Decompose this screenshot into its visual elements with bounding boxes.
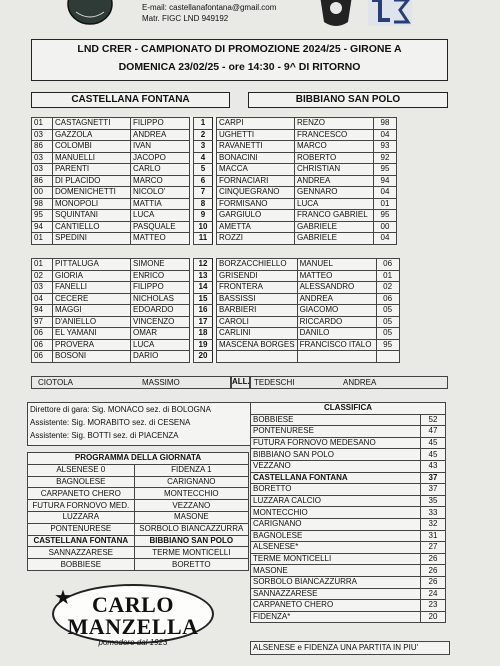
program-table bbox=[27, 452, 249, 571]
bench-table bbox=[31, 258, 400, 363]
standings-row bbox=[251, 565, 446, 577]
contact-info bbox=[142, 2, 276, 24]
shirt-number: 16 bbox=[194, 305, 213, 317]
standings-team: CARIGNANO bbox=[251, 518, 421, 530]
away-player-year: 95 bbox=[374, 210, 397, 222]
program-home-team: PONTENURESE bbox=[28, 523, 135, 535]
standings-team: FIDENZA* bbox=[251, 611, 421, 623]
program-home-team: BAGNOLESE bbox=[28, 476, 135, 488]
roster-row bbox=[32, 175, 397, 187]
home-player-year: 95 bbox=[32, 210, 53, 222]
home-player-name: NICOLO' bbox=[131, 187, 190, 199]
referee: Direttore di gara: Sig. MONACO sez. di BOLOGNA bbox=[30, 405, 211, 414]
standings-team: SORBOLO BIANCAZZURRA bbox=[251, 576, 421, 588]
home-player-surname: DI PLACIDO bbox=[53, 175, 131, 187]
away-player-surname: BONACINI bbox=[217, 152, 295, 164]
home-player-surname: FANELLI bbox=[53, 282, 131, 294]
shirt-number: 13 bbox=[194, 270, 213, 282]
home-player-surname: EL YAMANI bbox=[53, 328, 131, 340]
standings-points: 24 bbox=[421, 588, 446, 600]
standings-points: 27 bbox=[421, 542, 446, 554]
home-player-surname: D'ANIELLO bbox=[53, 316, 131, 328]
roster-row bbox=[32, 339, 400, 351]
home-player-surname: DOMENICHETTI bbox=[53, 187, 131, 199]
standings-points: 20 bbox=[421, 611, 446, 623]
sponsor-logo bbox=[52, 584, 214, 647]
away-player-year: 95 bbox=[374, 164, 397, 176]
home-player-year: 03 bbox=[32, 152, 53, 164]
away-player-surname bbox=[217, 351, 298, 363]
home-player-name: MARCO bbox=[131, 175, 190, 187]
away-player-name: ANDREA bbox=[295, 175, 374, 187]
away-player-year: 04 bbox=[374, 187, 397, 199]
shirt-number: 15 bbox=[194, 293, 213, 305]
home-player-surname: PARENTI bbox=[53, 164, 131, 176]
home-player-year: 94 bbox=[32, 221, 53, 233]
standings-points: 26 bbox=[421, 576, 446, 588]
away-player-name: ALESSANDRO bbox=[297, 282, 376, 294]
away-player-name: GIACOMO bbox=[297, 305, 376, 317]
away-player-year: 05 bbox=[376, 328, 399, 340]
standings-row bbox=[251, 426, 446, 438]
away-player-year: 01 bbox=[374, 198, 397, 210]
email-line: E-mail: castellanafontana@gmail.com bbox=[142, 3, 277, 12]
standings-team: SANNAZZARESE bbox=[251, 588, 421, 600]
away-player-surname: FRONTERA bbox=[217, 282, 298, 294]
home-player-year: 03 bbox=[32, 129, 53, 141]
standings-table bbox=[250, 402, 446, 623]
shirt-number: 6 bbox=[194, 175, 213, 187]
away-player-name: RICCARDO bbox=[297, 316, 376, 328]
away-player-name: MARCO bbox=[295, 141, 374, 153]
away-player-surname: BARBIERI bbox=[217, 305, 298, 317]
home-coach bbox=[31, 376, 231, 389]
standings-points: 43 bbox=[421, 460, 446, 472]
away-player-year: 02 bbox=[376, 282, 399, 294]
home-player-year: 01 bbox=[32, 118, 53, 130]
program-match-row bbox=[28, 535, 249, 547]
away-player-year: 05 bbox=[376, 316, 399, 328]
program-away-team: TERME MONTICELLI bbox=[134, 547, 248, 559]
program-away-team: MONTECCHIO bbox=[134, 488, 248, 500]
shirt-number: 20 bbox=[194, 351, 213, 363]
home-player-name: FILIPPO bbox=[131, 282, 190, 294]
program-match-row bbox=[28, 500, 249, 512]
home-player-year: 97 bbox=[32, 316, 53, 328]
shirt-number: 2 bbox=[194, 129, 213, 141]
away-player-year: 00 bbox=[374, 221, 397, 233]
home-player-name: VINCENZO bbox=[131, 316, 190, 328]
program-home-team: LUZZARA bbox=[28, 511, 135, 523]
standings-row bbox=[251, 484, 446, 496]
away-player-name: FRANCESCO bbox=[295, 129, 374, 141]
away-player-surname: GARGIULO bbox=[217, 210, 295, 222]
away-coach bbox=[250, 376, 448, 389]
home-player-year: 06 bbox=[32, 328, 53, 340]
home-player-name: CARLO bbox=[131, 164, 190, 176]
program-away-team: VEZZANO bbox=[134, 500, 248, 512]
roster-row bbox=[32, 316, 400, 328]
standings-points: 47 bbox=[421, 426, 446, 438]
home-player-year: 03 bbox=[32, 282, 53, 294]
away-player-name: FRANCISCO ITALO bbox=[297, 339, 376, 351]
home-player-surname: SPEDINI bbox=[53, 233, 131, 245]
home-player-name: PASQUALE bbox=[131, 221, 190, 233]
away-player-surname: ROZZI bbox=[217, 233, 295, 245]
standings-team: PONTENURESE bbox=[251, 426, 421, 438]
star-icon: ★ bbox=[54, 587, 72, 609]
standings-row bbox=[251, 460, 446, 472]
standings-team: MONTECCHIO bbox=[251, 507, 421, 519]
standings-row bbox=[251, 472, 446, 484]
standings-row bbox=[251, 495, 446, 507]
home-player-year: 04 bbox=[32, 293, 53, 305]
roster-row bbox=[32, 351, 400, 363]
away-team-header: BIBBIANO SAN POLO bbox=[248, 92, 448, 108]
standings-team: VEZZANO bbox=[251, 460, 421, 472]
shirt-number: 14 bbox=[194, 282, 213, 294]
home-coach-name: MASSIMO bbox=[142, 378, 180, 387]
title-line-1: LND CRER - CAMPIONATO DI PROMOZIONE 2024/25 - GIRONE A bbox=[77, 43, 402, 55]
away-player-name: GENNARO bbox=[295, 187, 374, 199]
roster-row bbox=[32, 118, 397, 130]
standings-points: 26 bbox=[421, 565, 446, 577]
roster-row bbox=[32, 282, 400, 294]
away-player-surname: RAVANETTI bbox=[217, 141, 295, 153]
shirt-number: 5 bbox=[194, 164, 213, 176]
roster-row bbox=[32, 187, 397, 199]
away-player-name bbox=[297, 351, 376, 363]
home-player-surname: MONOPOLI bbox=[53, 198, 131, 210]
home-player-year: 94 bbox=[32, 305, 53, 317]
home-player-year: 06 bbox=[32, 351, 53, 363]
standings-row bbox=[251, 437, 446, 449]
program-match-row bbox=[28, 476, 249, 488]
roster-row bbox=[32, 328, 400, 340]
coaches-row bbox=[31, 376, 446, 388]
standings-team: LUZZARA CALCIO bbox=[251, 495, 421, 507]
home-player-surname: CECERE bbox=[53, 293, 131, 305]
home-player-surname: CANTIELLO bbox=[53, 221, 131, 233]
shirt-number: 19 bbox=[194, 339, 213, 351]
away-player-name: DANILO bbox=[297, 328, 376, 340]
home-player-name: EDOARDO bbox=[131, 305, 190, 317]
home-player-surname: BOSONI bbox=[53, 351, 131, 363]
program-home-team: CASTELLANA FONTANA bbox=[28, 535, 135, 547]
home-player-name: LUCA bbox=[131, 339, 190, 351]
home-player-surname: CASTAGNETTI bbox=[53, 118, 131, 130]
assistant-1: Assistente: Sig. MORABITO sez. di CESENA bbox=[30, 418, 191, 427]
away-player-surname: BASSISSI bbox=[217, 293, 298, 305]
championship-title bbox=[31, 39, 448, 81]
standings-row bbox=[251, 507, 446, 519]
program-home-team: ALSENESE 0 bbox=[28, 464, 135, 476]
club-crest-icon bbox=[66, 0, 114, 28]
program-match-row bbox=[28, 511, 249, 523]
away-player-surname: BORZACCHIELLO bbox=[217, 259, 298, 271]
program-match-row bbox=[28, 547, 249, 559]
home-player-year: 00 bbox=[32, 187, 53, 199]
home-player-year: 01 bbox=[32, 233, 53, 245]
away-player-name: MATTEO bbox=[297, 270, 376, 282]
standings-points: 32 bbox=[421, 518, 446, 530]
standings-team: BORETTO bbox=[251, 484, 421, 496]
home-player-year: 02 bbox=[32, 270, 53, 282]
program-away-team: BIBBIANO SAN POLO bbox=[134, 535, 248, 547]
home-player-surname: SQUINTANI bbox=[53, 210, 131, 222]
shirt-number: 4 bbox=[194, 152, 213, 164]
away-player-year: 06 bbox=[376, 259, 399, 271]
starters-table bbox=[31, 117, 397, 245]
roster-row bbox=[32, 198, 397, 210]
standings-points: 31 bbox=[421, 530, 446, 542]
roster-row bbox=[32, 129, 397, 141]
home-player-surname: PITTALUGA bbox=[53, 259, 131, 271]
standings-team: TERME MONTICELLI bbox=[251, 553, 421, 565]
roster-row bbox=[32, 259, 400, 271]
away-player-year bbox=[376, 351, 399, 363]
program-match-row bbox=[28, 523, 249, 535]
standings-team: BOBBIESE bbox=[251, 414, 421, 426]
matr-line: Matr. FIGC LND 949192 bbox=[142, 14, 229, 23]
roster-row bbox=[32, 210, 397, 222]
standings-points: 26 bbox=[421, 553, 446, 565]
away-player-surname: FORNACIARI bbox=[217, 175, 295, 187]
shirt-number: 3 bbox=[194, 141, 213, 153]
standings-row bbox=[251, 611, 446, 623]
away-player-year: 92 bbox=[374, 152, 397, 164]
away-player-name: MANUEL bbox=[297, 259, 376, 271]
standings-footnote: ALSENESE e FIDENZA UNA PARTITA IN PIU' bbox=[250, 641, 450, 655]
away-player-surname: MASCENA BORGES bbox=[217, 339, 298, 351]
away-player-surname: CARLINI bbox=[217, 328, 298, 340]
standings-row bbox=[251, 576, 446, 588]
home-player-name: OMAR bbox=[131, 328, 190, 340]
away-player-year: 01 bbox=[376, 270, 399, 282]
roster-row bbox=[32, 233, 397, 245]
standings-points: 45 bbox=[421, 437, 446, 449]
program-away-team: SORBOLO BIANCAZZURRA bbox=[134, 523, 248, 535]
program-away-team: MASONE bbox=[134, 511, 248, 523]
sponsor-name: CARLO MANZELLA bbox=[67, 592, 199, 639]
home-player-surname: GAZZOLA bbox=[53, 129, 131, 141]
standings-points: 52 bbox=[421, 414, 446, 426]
program-home-team: SANNAZZARESE bbox=[28, 547, 135, 559]
program-home-team: CARPANETO CHERO bbox=[28, 488, 135, 500]
away-player-surname: FORMISANO bbox=[217, 198, 295, 210]
away-player-year: 06 bbox=[376, 293, 399, 305]
officials-box bbox=[27, 402, 251, 446]
away-player-year: 95 bbox=[376, 339, 399, 351]
home-player-name: MATTIA bbox=[131, 198, 190, 210]
home-player-name: NICHOLAS bbox=[131, 293, 190, 305]
away-player-surname: CARPI bbox=[217, 118, 295, 130]
home-player-name: SIMONE bbox=[131, 259, 190, 271]
roster-row bbox=[32, 293, 400, 305]
program-away-team: BORETTO bbox=[134, 559, 248, 571]
home-coach-surname: CIOTOLA bbox=[38, 378, 73, 387]
away-player-name: ANDREA bbox=[297, 293, 376, 305]
standings-points: 35 bbox=[421, 495, 446, 507]
away-player-name: LUCA bbox=[295, 198, 374, 210]
standings-points: 23 bbox=[421, 600, 446, 612]
home-player-year: 01 bbox=[32, 259, 53, 271]
title-line-2: DOMENICA 23/02/25 - ore 14:30 - 9^ DI RITORNO bbox=[118, 61, 361, 73]
away-player-year: 94 bbox=[374, 175, 397, 187]
program-match-row bbox=[28, 464, 249, 476]
home-player-name: JACOPO bbox=[131, 152, 190, 164]
roster-row bbox=[32, 141, 397, 153]
home-team-header: CASTELLANA FONTANA bbox=[31, 92, 230, 108]
away-player-surname: CINQUEGRANO bbox=[217, 187, 295, 199]
program-match-row bbox=[28, 559, 249, 571]
away-coach-surname: TEDESCHI bbox=[254, 378, 295, 387]
away-player-name: GABRIELE bbox=[295, 221, 374, 233]
roster-row bbox=[32, 270, 400, 282]
standings-row bbox=[251, 542, 446, 554]
shirt-number: 7 bbox=[194, 187, 213, 199]
program-home-team: FUTURA FORNOVO MED. bbox=[28, 500, 135, 512]
standings-team: FUTURA FORNOVO MEDESANO bbox=[251, 437, 421, 449]
shirt-number: 12 bbox=[194, 259, 213, 271]
shirt-number: 9 bbox=[194, 210, 213, 222]
standings-team: MASONE bbox=[251, 565, 421, 577]
standings-team: ALSENESE* bbox=[251, 542, 421, 554]
home-player-name: LUCA bbox=[131, 210, 190, 222]
away-player-name: CHRISTIAN bbox=[295, 164, 374, 176]
standings-row bbox=[251, 600, 446, 612]
shirt-number: 1 bbox=[194, 118, 213, 130]
away-player-surname: AMETTA bbox=[217, 221, 295, 233]
standings-row bbox=[251, 588, 446, 600]
standings-points: 37 bbox=[421, 472, 446, 484]
standings-team: CASTELLANA FONTANA bbox=[251, 472, 421, 484]
home-player-name: ANDREA bbox=[131, 129, 190, 141]
home-player-year: 86 bbox=[32, 141, 53, 153]
shirt-number: 18 bbox=[194, 328, 213, 340]
home-player-surname: GIORIA bbox=[53, 270, 131, 282]
standings-points: 33 bbox=[421, 507, 446, 519]
home-player-year: 03 bbox=[32, 164, 53, 176]
home-player-year: 86 bbox=[32, 175, 53, 187]
home-player-name: FILIPPO bbox=[131, 118, 190, 130]
sponsor-tagline: pomodoro dal 1923 bbox=[98, 638, 168, 647]
home-player-name: MATTEO bbox=[131, 233, 190, 245]
program-home-team: BOBBIESE bbox=[28, 559, 135, 571]
standings-row bbox=[251, 449, 446, 461]
standings-row bbox=[251, 530, 446, 542]
coach-label: ALL. bbox=[231, 376, 250, 389]
program-title: PROGRAMMA DELLA GIORNATA bbox=[28, 453, 249, 465]
roster-row bbox=[32, 221, 397, 233]
shirt-number: 17 bbox=[194, 316, 213, 328]
header-bar bbox=[0, 0, 500, 30]
roster-row bbox=[32, 152, 397, 164]
home-player-name: IVAN bbox=[131, 141, 190, 153]
standings-row bbox=[251, 553, 446, 565]
away-player-surname: UGHETTI bbox=[217, 129, 295, 141]
away-player-name: RENZO bbox=[295, 118, 374, 130]
standings-row bbox=[251, 414, 446, 426]
away-player-surname: MACCA bbox=[217, 164, 295, 176]
away-player-year: 98 bbox=[374, 118, 397, 130]
home-player-name: DARIO bbox=[131, 351, 190, 363]
home-player-year: 98 bbox=[32, 198, 53, 210]
home-player-surname: MAGGI bbox=[53, 305, 131, 317]
away-player-year: 05 bbox=[376, 305, 399, 317]
shirt-number: 10 bbox=[194, 221, 213, 233]
away-coach-name: ANDREA bbox=[343, 378, 377, 387]
home-player-year: 06 bbox=[32, 339, 53, 351]
standings-title: CLASSIFICA bbox=[251, 403, 446, 415]
home-player-name: ENRICO bbox=[131, 270, 190, 282]
home-player-surname: COLOMBI bbox=[53, 141, 131, 153]
shirt-number: 11 bbox=[194, 233, 213, 245]
away-player-surname: CAROLI bbox=[217, 316, 298, 328]
away-player-year: 04 bbox=[374, 233, 397, 245]
away-player-year: 04 bbox=[374, 129, 397, 141]
shirt-number: 8 bbox=[194, 198, 213, 210]
roster-row bbox=[32, 305, 400, 317]
program-match-row bbox=[28, 488, 249, 500]
standings-points: 37 bbox=[421, 484, 446, 496]
away-player-name: GABRIELE bbox=[295, 233, 374, 245]
standings-row bbox=[251, 518, 446, 530]
program-away-team: FIDENZA 1 bbox=[134, 464, 248, 476]
standings-points: 45 bbox=[421, 449, 446, 461]
league-logo-icon bbox=[318, 0, 414, 30]
home-player-surname: PROVERA bbox=[53, 339, 131, 351]
program-away-team: CARIGNANO bbox=[134, 476, 248, 488]
standings-team: CARPANETO CHERO bbox=[251, 600, 421, 612]
home-player-surname: MANUELLI bbox=[53, 152, 131, 164]
away-player-year: 93 bbox=[374, 141, 397, 153]
standings-team: BIBBIANO SAN POLO bbox=[251, 449, 421, 461]
away-player-name: ROBERTO bbox=[295, 152, 374, 164]
assistant-2: Assistente: Sig. BOTTI sez. di PIACENZA bbox=[30, 431, 179, 440]
standings-team: BAGNOLESE bbox=[251, 530, 421, 542]
roster-row bbox=[32, 164, 397, 176]
away-player-name: FRANCO GABRIEL bbox=[295, 210, 374, 222]
away-player-surname: GRISENDI bbox=[217, 270, 298, 282]
